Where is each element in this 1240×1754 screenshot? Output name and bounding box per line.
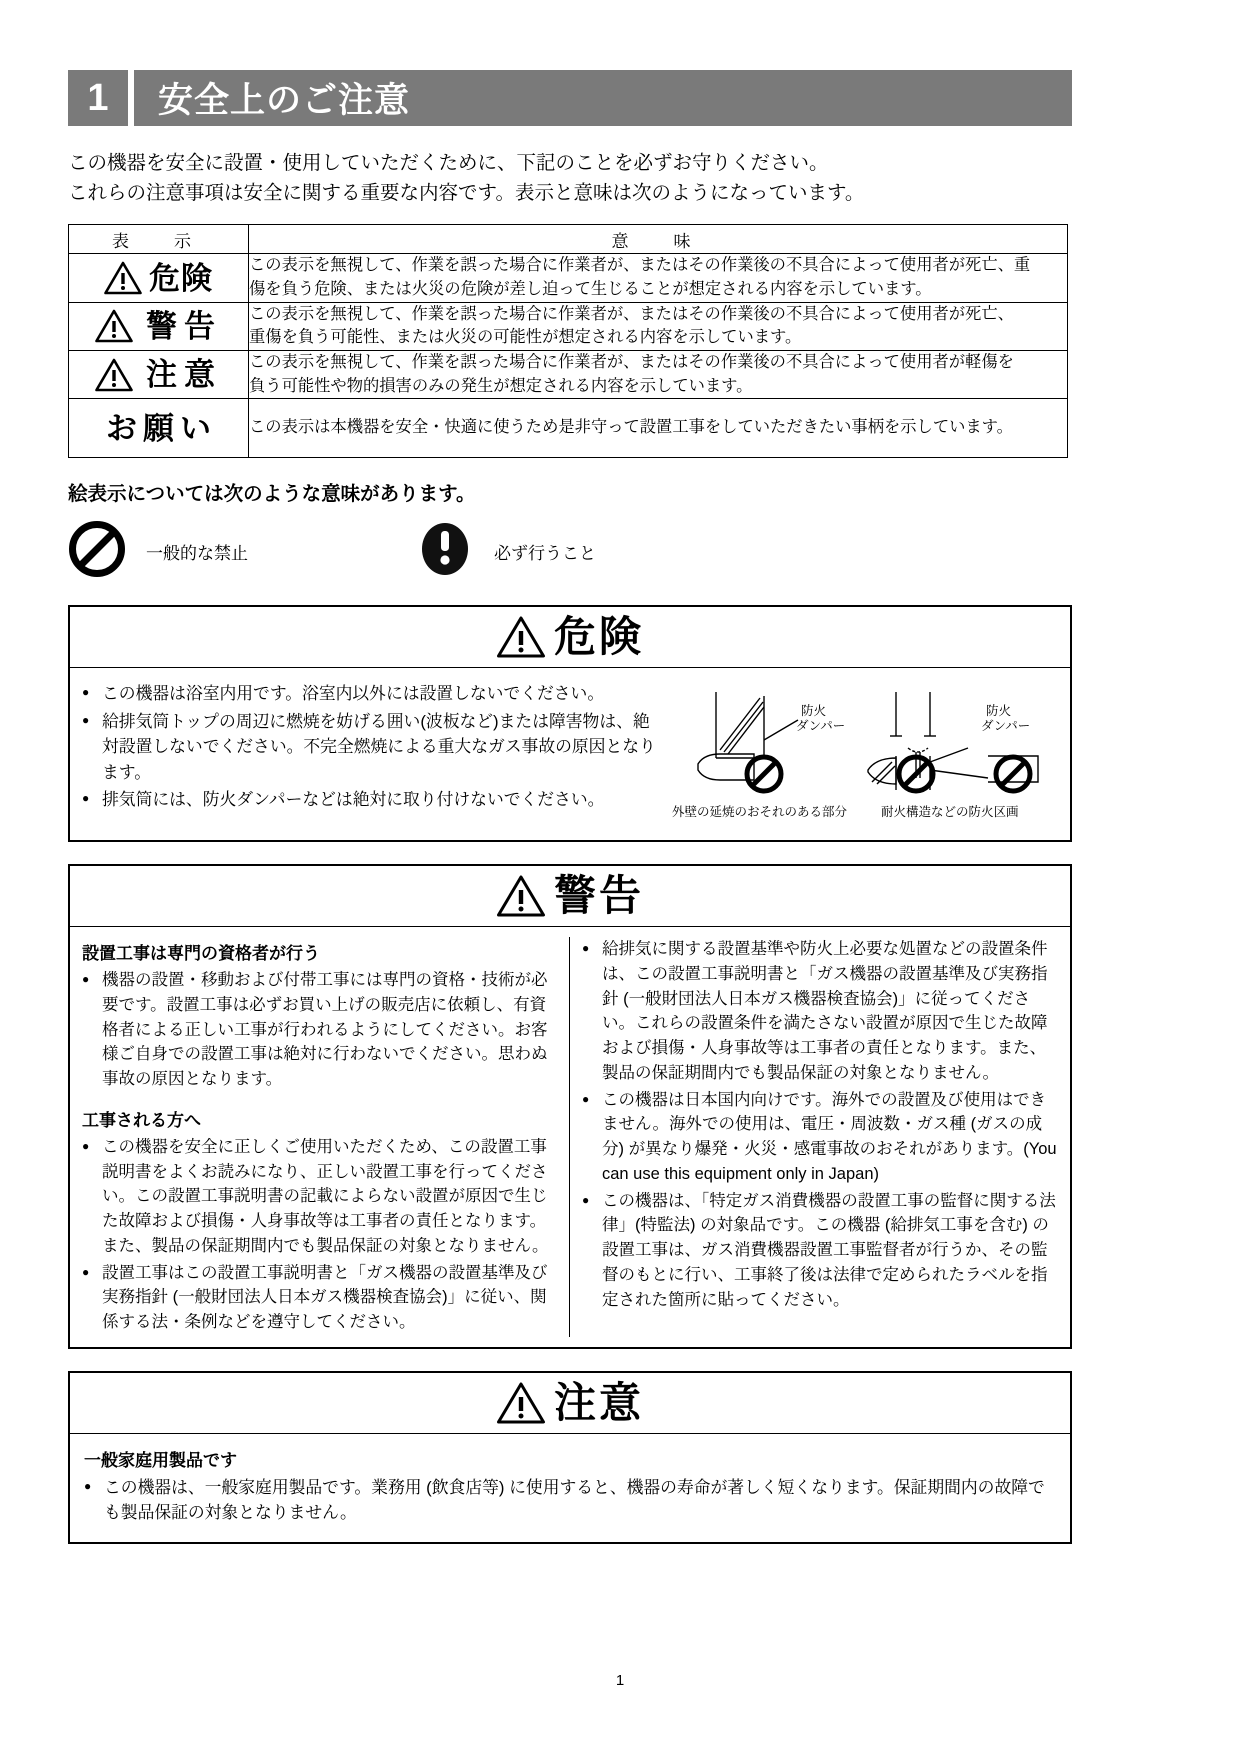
list-item: ● 設置工事はこの設置工事説明書と「ガス機器の設置基準及び実務指針 (一般財団法人日本ガス機器検査協会)」に従い、関係する法・条例などを遵守してください。 xyxy=(82,1261,557,1335)
warning-box-body xyxy=(70,927,1070,1347)
legend-meaning-request xyxy=(249,399,1068,458)
warning-left-column xyxy=(70,937,570,1337)
pictogram-prohibition xyxy=(68,520,248,583)
list-item: ● 排気筒には、防火ダンパーなどは絶対に取り付けないでください。 xyxy=(82,787,662,813)
danger-box-body xyxy=(70,668,1070,840)
section-header xyxy=(68,70,1072,126)
figure-caption-right: 耐火構造などの防火区画 xyxy=(881,805,1019,820)
warning-subheading: 設置工事は専門の資格者が行う xyxy=(82,944,320,964)
pictogram-row xyxy=(68,520,1072,583)
pictogram-mandatory xyxy=(416,520,596,583)
warning-triangle-icon xyxy=(496,1381,546,1425)
list-item: ● 給排気に関する設置基準や防火上必要な処置などの設置条件は、この設置工事説明書と「ガス機器の設置基準及び実務指針 (一般財団法人日本ガス機器検査協会)」に従ってください。これらの設置条件を満たさない設置が原因で生じた故障および損傷・人身事故等は工事者の責任となります。また、製品の保証期間内でも製品保証の対象となりません。 xyxy=(582,937,1058,1086)
danger-box-title: 危険 xyxy=(553,613,644,661)
danger-box-header xyxy=(70,607,1070,668)
list-item: ● この機器は、一般家庭用製品です。業務用 (飲食店等) に使用すると、機器の寿命が著しく短くなります。保証期間内の故障でも製品保証の対象となりません。 xyxy=(84,1475,1056,1526)
legend-symbol-label: 注意 xyxy=(146,357,222,393)
fire-damper-diagram-icon xyxy=(668,678,1058,818)
section-title-bar xyxy=(134,70,1072,126)
legend-symbol-label: 危険 xyxy=(149,260,213,296)
table-row xyxy=(69,350,1068,398)
pictogram-label: 一般的な禁止 xyxy=(146,544,248,564)
legend-meaning-danger xyxy=(249,254,1068,302)
table-row xyxy=(69,399,1068,458)
warning-triangle-icon xyxy=(104,261,142,295)
danger-bullets xyxy=(82,678,662,828)
column-header-meaning: 意 味 xyxy=(249,225,1068,254)
legend-symbol-caution xyxy=(69,350,249,398)
damper-label-line-1: 防火 xyxy=(801,704,827,719)
page-title: 安全上のご注意 xyxy=(158,81,411,120)
mandatory-icon xyxy=(416,520,474,583)
legend-symbol-warning xyxy=(69,302,249,350)
warning-box xyxy=(68,864,1072,1349)
list-item: ● 給排気筒トップの周辺に燃焼を妨げる囲い(波板など)または障害物は、絶対設置しないでください。不完全燃焼による重大なガス事故の原因となります。 xyxy=(82,709,662,786)
prohibition-icon xyxy=(747,757,781,791)
legend-meaning-line-2: 傷を負う危険、または火災の危険が差し迫って生じることが想定される内容を示しています。 xyxy=(249,280,932,299)
legend-symbol-request xyxy=(69,399,249,458)
pictogram-heading: 絵表示については次のような意味があります。 xyxy=(68,483,476,506)
caution-box xyxy=(68,1371,1072,1544)
warning-triangle-icon xyxy=(496,874,546,918)
warning-triangle-icon xyxy=(95,358,133,392)
legend-meaning-caution xyxy=(249,350,1068,398)
legend-meaning-line-2: 負う可能性や物的損害のみの発生が想定される内容を示しています。 xyxy=(249,376,753,395)
column-header-symbol: 表 示 xyxy=(69,225,249,254)
page-content xyxy=(68,70,1072,1566)
list-item: ● この機器は、「特定ガス消費機器の設置工事の監督に関する法律」(特監法) の対象品です。この機器 (給排気工事を含む) の設置工事は、ガス消費機器設置工事監督者が行うか、その監督のもとに行い、工事終了後は法律で定められたラベルを指定された箇所に貼ってください。 xyxy=(582,1189,1058,1313)
legend-meaning-line-1: この表示を無視して、作業を誤った場合に作業者が、またはその作業後の不具合によって使用者が死亡、重 xyxy=(249,256,1031,275)
danger-box xyxy=(68,605,1072,842)
section-number: 1 xyxy=(68,70,128,126)
list-item: ● この機器を安全に正しくご使用いただくため、この設置工事説明書をよくお読みになり、正しい設置工事を行ってください。この設置工事説明書の記載によらない設置が原因で生じた故障および損傷・人身事故等は工事者の責任となります。また、製品の保証期間内でも製品保証の対象となりません。 xyxy=(82,1135,557,1259)
legend-symbol-danger xyxy=(69,254,249,302)
legend-meaning-line-1: この表示を無視して、作業を誤った場合に作業者が、またはその作業後の不具合によって使用者が軽傷を xyxy=(249,352,1014,371)
legend-table xyxy=(68,224,1068,458)
legend-meaning-warning xyxy=(249,302,1068,350)
list-item: ● この機器は日本国内向けです。海外での設置及び使用はできません。海外での使用は、電圧・周波数・ガス種 (ガスの成分) が異なり爆発・火災・感電事故のおそれがあります。(You can use this equipment only in Japan) xyxy=(582,1088,1058,1187)
table-row xyxy=(69,302,1068,350)
prohibition-icon xyxy=(68,520,126,583)
warning-box-header xyxy=(70,866,1070,927)
table-row xyxy=(69,254,1068,302)
figure-caption-left: 外壁の延焼のおそれのある部分 xyxy=(672,805,848,820)
caution-subheading: 一般家庭用製品です xyxy=(84,1450,237,1470)
caution-box-header xyxy=(70,1373,1070,1434)
warning-box-title: 警告 xyxy=(553,872,644,920)
warning-right-column xyxy=(570,937,1070,1337)
damper-label-line-1: 防火 xyxy=(986,704,1012,719)
legend-symbol-label: お願い xyxy=(106,410,217,446)
table-header-row xyxy=(69,225,1068,254)
warning-subheading: 工事される方へ xyxy=(82,1110,201,1130)
warning-triangle-icon xyxy=(496,615,546,659)
intro-paragraph xyxy=(68,148,1072,208)
legend-meaning-line-1: この表示を無視して、作業を誤った場合に作業者が、またはその作業後の不具合によって使用者が死亡、 xyxy=(249,304,1014,323)
list-item: ● この機器は浴室内用です。浴室内以外には設置しないでください。 xyxy=(82,681,662,707)
pictogram-label: 必ず行うこと xyxy=(494,544,596,564)
caution-box-title: 注意 xyxy=(553,1378,644,1426)
legend-meaning-line-2: 重傷を負う可能性、または火災の可能性が想定される内容を示しています。 xyxy=(249,328,802,347)
damper-label-line-2: ダンパー xyxy=(796,719,846,734)
damper-label-line-2: ダンパー xyxy=(981,719,1031,734)
prohibition-icon xyxy=(996,757,1030,791)
legend-meaning-line-1: この表示は本機器を安全・快適に使うため是非守って設置工事をしていただきたい事柄を示しています。 xyxy=(249,418,1013,437)
intro-line-2: これらの注意事項は安全に関する重要な内容です。表示と意味は次のようになっています。 xyxy=(68,182,865,205)
warning-triangle-icon xyxy=(95,309,133,343)
fire-damper-figure xyxy=(662,678,1058,828)
page-number: 1 xyxy=(615,1672,625,1689)
legend-symbol-label: 警告 xyxy=(146,308,222,344)
list-item: ● 機器の設置・移動および付帯工事には専門の資格・技術が必要です。設置工事は必ずお買い上げの販売店に依頼し、有資格者による正しい工事が行われるようにしてください。お客様ご自身での設置工事は絶対に行わないでください。思わぬ事故の原因となります。 xyxy=(82,968,557,1092)
caution-box-body xyxy=(70,1434,1070,1542)
intro-line-1: この機器を安全に設置・使用していただくために、下記のことを必ずお守りください。 xyxy=(68,152,829,174)
